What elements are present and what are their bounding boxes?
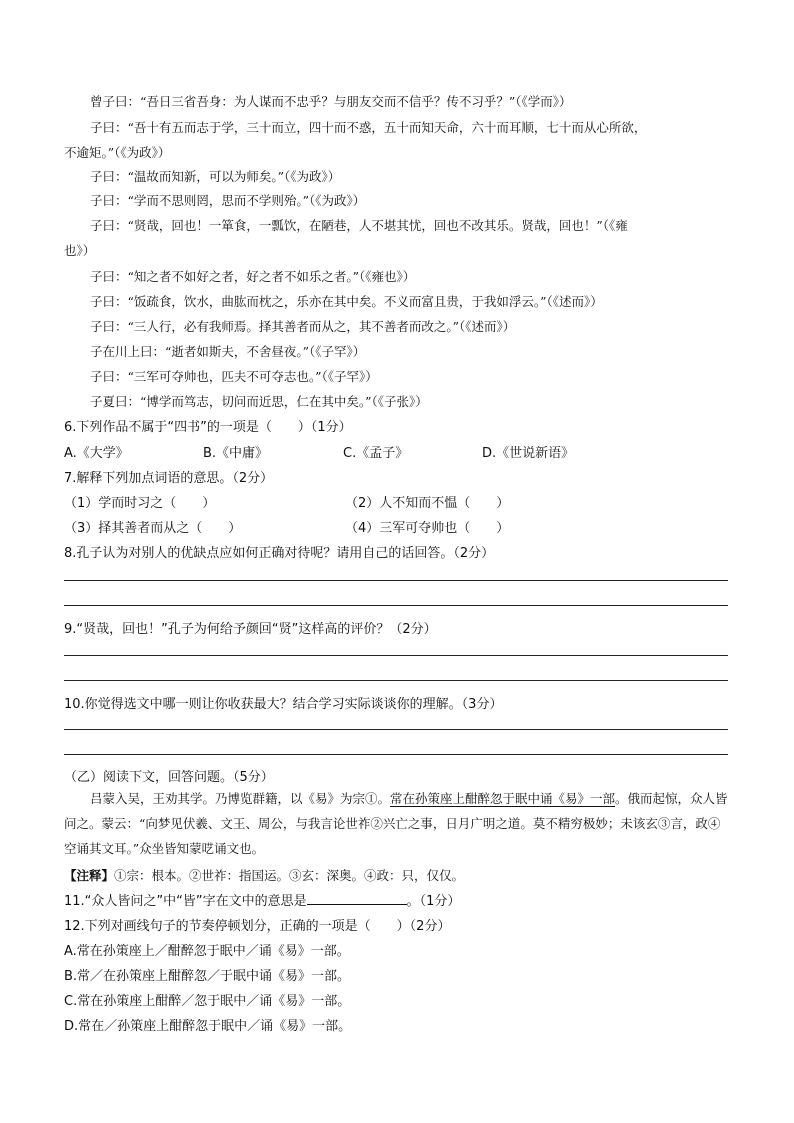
passage-line: 子曰：“学而不思则罔，思而不学则殆。”（《为政》） [90, 193, 366, 208]
question-6-option-b: B.《中庸》 [203, 446, 269, 461]
question-6-stem: 6.下列作品不属于“四书”的一项是（ ）（1分） [64, 420, 352, 435]
question-12-option-a: A.常在孙策座上／酣醉忽于眠中／诵《易》一部。 [64, 944, 350, 959]
answer-line [64, 655, 728, 656]
passage-line: 也》） [64, 243, 96, 258]
question-6-option-a: A.《大学》 [64, 446, 129, 461]
question-7-stem: 7.解释下列加点词语的意思。（2分） [64, 471, 274, 486]
question-6-option-c: C.《孟子》 [343, 446, 409, 461]
question-12-option-d: D.常在／孙策座上酣醉忽于眠中／诵《易》一部。 [64, 1019, 352, 1034]
passage-line: 子曰：“贤哉，回也！一箪食，一瓢饮，在陋巷，人不堪其忧，回也不改其乐。贤哉，回也！”（《雍 [90, 218, 628, 233]
question-7-item: （3）择其善者而从之（ ） [64, 521, 242, 536]
passage-line: 子曰：“饭疏食，饮水，曲肱而枕之，乐亦在其中矣。不义而富且贵，于我如浮云。”（《述而》） [90, 294, 603, 309]
notes-label: 【注释】 [64, 868, 115, 883]
answer-line [64, 680, 728, 681]
passage-text: 吕蒙入吴，王劝其学。乃博览群籍，以《易》为宗①。 [90, 791, 391, 806]
passage-text: 。俄而起惊，众人皆问之。蒙云：“向梦见伏羲、文王、周公，与我言论世祚②兴亡之事，日月广明之道。莫不精穷极妙；未该玄③言，政④空诵其文耳。”众坐皆知蒙呓诵文也。 [64, 791, 728, 856]
passage-line: 子夏曰：“博学而笃志，切问而近思，仁在其中矣。”（《子张》） [90, 394, 428, 409]
underlined-sentence: 常在孙策座上酣醉忽于眠中诵《易》一部 [390, 791, 616, 806]
question-7-item: （2）人不知而不愠（ ） [345, 496, 510, 511]
passage-line: 不逾矩。”（《为政》） [64, 145, 171, 160]
question-8-stem: 8.孔子认为对别人的优缺点应如何正确对待呢？请用自己的话回答。（2分） [64, 546, 495, 561]
passage-line: 子曰：“知之者不如好之者，好之者不如乐之者。”（《雍也》） [90, 269, 416, 284]
answer-line [64, 729, 728, 730]
question-10-stem: 10.你觉得选文中哪一则让你收获最大？结合学习实际谈谈你的理解。（3分） [64, 697, 503, 712]
question-11-score: 。（1分） [406, 894, 461, 909]
section-b-heading: （乙）阅读下文，回答问题。（5分） [64, 770, 274, 785]
passage-line: 子曰：“三人行，必有我师焉。择其善者而从之，其不善者而改之。”（《述而》） [90, 319, 516, 334]
passage-line: 子曰：“吾十有五而志于学，三十而立，四十而不惑，五十而知天命，六十而耳顺，七十而从心所欲， [90, 120, 647, 135]
notes [64, 866, 464, 884]
question-11 [64, 890, 460, 909]
notes-text: ①宗：根本。②世祚：指国运。③玄：深奥。④政：只，仅仅。 [114, 868, 465, 883]
question-12-stem: 12.下列对画线句子的节奏停顿划分，正确的一项是（ ）（2分） [64, 919, 451, 934]
passage-line: 子曰：“温故而知新，可以为师矣。”（《为政》） [90, 169, 341, 184]
question-11-stem: 11.“众人皆问之”中“皆”字在文中的意思是 [64, 894, 307, 909]
question-12-option-c: C.常在孙策座上酣醉／忽于眠中／诵《易》一部。 [64, 994, 351, 1009]
passage-line: 子在川上曰：“逝者如斯夫，不舍昼夜。”（《子罕》） [90, 344, 366, 359]
answer-line [64, 605, 728, 606]
question-7-item: （1）学而时习之（ ） [64, 496, 216, 511]
question-12-option-b: B.常／在孙策座上酣醉忽／于眠中诵《易》一部。 [64, 969, 351, 984]
answer-line [64, 580, 728, 581]
question-6-option-d: D.《世说新语》 [482, 446, 575, 461]
answer-line [64, 754, 728, 755]
question-9-stem: 9.“贤哉，回也！”孔子为何给予颜回“贤”这样高的评价？（2分） [64, 622, 437, 637]
section-b-passage [64, 786, 728, 861]
answer-blank[interactable] [307, 892, 407, 905]
passage-line: 子曰：“三军可夺帅也，匹夫不可夺志也。”（《子罕》） [90, 369, 378, 384]
question-7-item: （4）三军可夺帅也（ ） [345, 521, 510, 536]
passage-line: 曾子曰：“吾日三省吾身：为人谋而不忠乎？与朋友交而不信乎？传不习乎？”（《学而》） [90, 94, 572, 109]
